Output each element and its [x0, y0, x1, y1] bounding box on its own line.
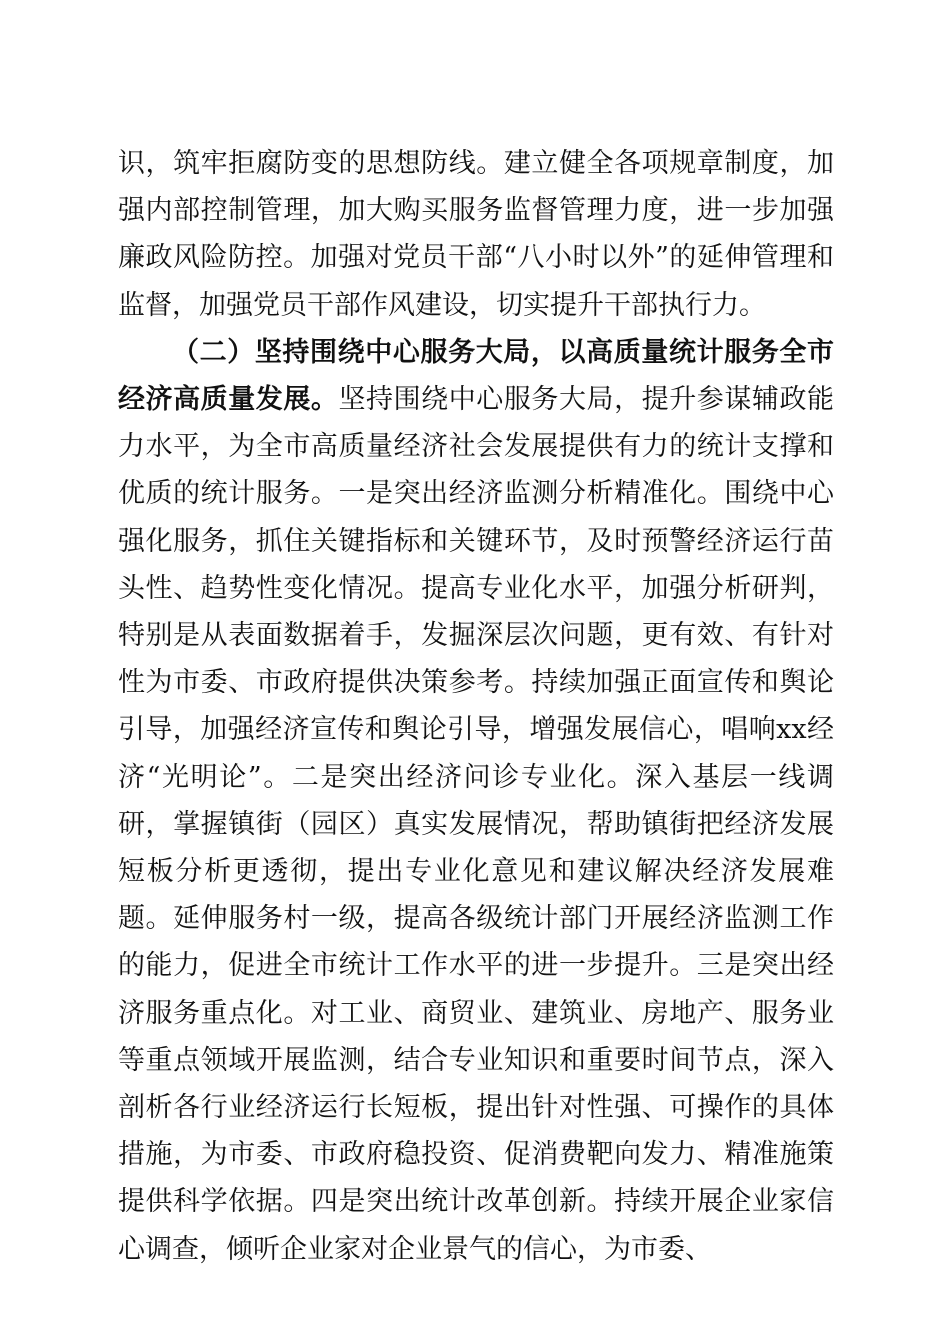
- document-body: [118, 140, 834, 1273]
- paragraph-section-two: [118, 329, 834, 1273]
- section-body: 坚持围绕中心服务大局，提升参谋辅政能力水平，为全市高质量经济社会发展提供有力的统计支撑和优质的统计服务。一是突出经济监测分析精准化。围绕中心强化服务，抓住关键指标和关键环节，及时预警经济运行苗头性、趋势性变化情况。提高专业化水平，加强分析研判，特别是从表面数据着手，发掘深层次问题，更有效、有针对性为市委、市政府提供决策参考。持续加强正面宣传和舆论引导，加强经济宣传和舆论引导，增强发展信心，唱响xx经济“光明论”。二是突出经济问诊专业化。深入基层一线调研，掌握镇街（园区）真实发展情况，帮助镇街把经济发展短板分析更透彻，提出专业化意见和建议解决经济发展难题。延伸服务村一级，提高各级统计部门开展经济监测工作的能力，促进全市统计工作水平的进一步提升。三是突出经济服务重点化。对工业、商贸业、建筑业、房地产、服务业等重点领域开展监测，结合专业知识和重要时间节点，深入剖析各行业经济运行长短板，提出针对性强、可操作的具体措施，为市委、市政府稳投资、促消费靶向发力、精准施策提供科学依据。四是突出统计改革创新。持续开展企业家信心调查，倾听企业家对企业景气的信心，为市委、: [118, 384, 835, 1265]
- paragraph-continued: 识，筑牢拒腐防变的思想防线。建立健全各项规章制度，加强内部控制管理，加大购买服务监督管理力度，进一步加强廉政风险防控。加强对党员干部“八小时以外”的延伸管理和监督，加强党员干部作风建设，切实提升干部执行力。: [118, 148, 834, 321]
- section-heading: （二）坚持围绕中心服务大局，以高质量统计服务全市经济高质量发展。: [118, 336, 834, 416]
